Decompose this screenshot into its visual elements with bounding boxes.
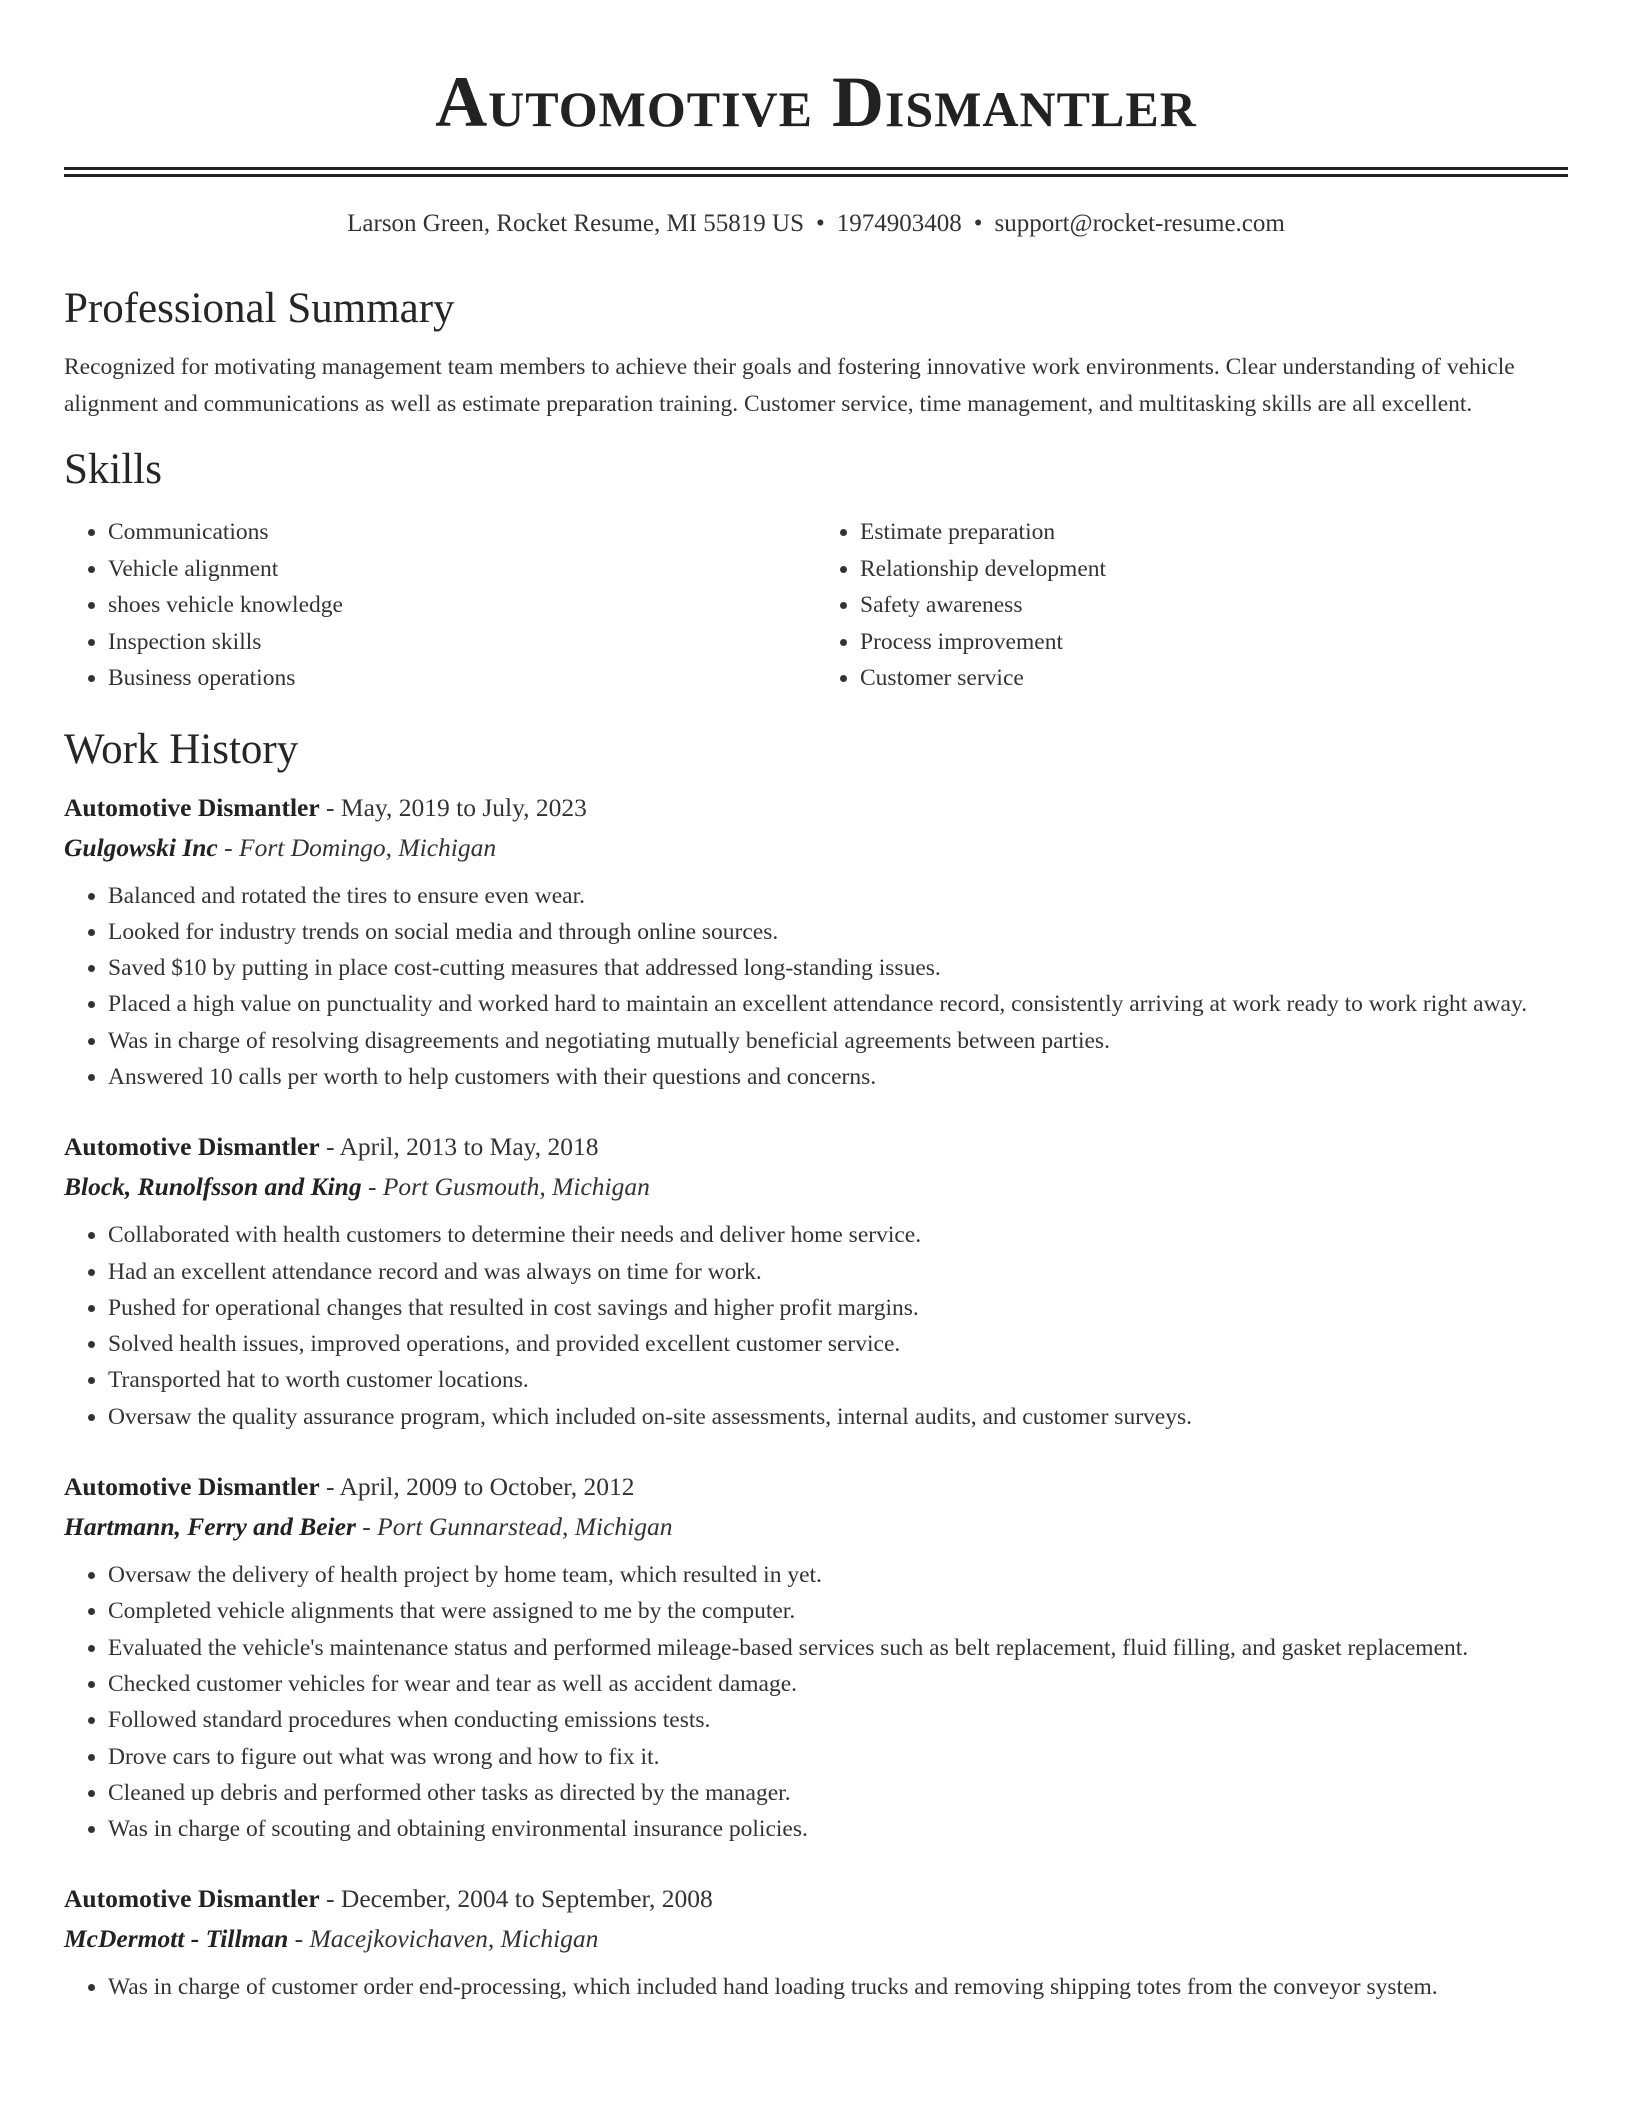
skills-heading: Skills [64, 446, 162, 493]
job-title: Automotive Dismantler [64, 1132, 320, 1162]
skill-item: • Estimate preparation [860, 514, 1568, 551]
job-bullets [64, 1557, 1568, 1847]
job-company: Gulgowski Inc [64, 832, 218, 862]
job-bullet: • Collaborated with health customers to determine their needs and deliver home service. [108, 1217, 1568, 1253]
job-location: - Port Gunnarstead, Michigan [355, 1512, 673, 1542]
skills-column-right [816, 514, 1568, 697]
job-company-line [64, 1919, 1568, 1959]
skills-list [64, 514, 1568, 697]
job-location: - Macejkovichaven, Michigan [288, 1924, 599, 1954]
job-entry [64, 1879, 1568, 2005]
job-bullet: • Saved $10 by putting in place cost-cutting measures that addressed long-standing issues. [108, 950, 1568, 986]
job-location: - Port Gusmouth, Michigan [361, 1172, 650, 1202]
job-dates: - April, 2013 to May, 2018 [319, 1132, 599, 1162]
job-bullet: • Was in charge of scouting and obtaining environmental insurance policies. [108, 1811, 1568, 1847]
job-bullet: • Transported hat to worth customer locations. [108, 1362, 1568, 1398]
job-entry [64, 1127, 1568, 1435]
job-bullets [64, 1969, 1568, 2005]
job-location: - Fort Domingo, Michigan [217, 832, 497, 862]
job-bullets [64, 1217, 1568, 1435]
job-bullet: • Was in charge of resolving disagreements and negotiating mutually beneficial agreements between parties. [108, 1023, 1568, 1059]
resume-page [64, 0, 1568, 2006]
job-bullet: • Placed a high value on punctuality and worked hard to maintain an excellent attendance record, consistently arriving at work ready to work right away. [108, 986, 1568, 1022]
job-company-line [64, 828, 1568, 868]
skill-item: • Relationship development [860, 551, 1568, 588]
job-company-line [64, 1507, 1568, 1547]
job-bullet: • Oversaw the quality assurance program, which included on-site assessments, internal audits, and customer surveys. [108, 1399, 1568, 1435]
job-company: McDermott - Tillman [64, 1924, 289, 1954]
skill-item: • Inspection skills [108, 624, 816, 661]
contact-email: support@rocket-resume.com [994, 210, 1285, 237]
job-bullet: • Looked for industry trends on social media and through online sources. [108, 914, 1568, 950]
job-bullet: • Checked customer vehicles for wear and tear as well as accident damage. [108, 1666, 1568, 1702]
job-title: Automotive Dismantler [64, 1884, 320, 1914]
job-bullet: • Pushed for operational changes that resulted in cost savings and higher profit margins. [108, 1290, 1568, 1326]
job-bullet: • Was in charge of customer order end-processing, which included hand loading trucks and removing shipping totes from the conveyor system. [108, 1969, 1568, 2005]
job-dates: - May, 2019 to July, 2023 [319, 792, 587, 822]
job-company: Hartmann, Ferry and Beier [64, 1512, 356, 1542]
job-bullet: • Oversaw the delivery of health project by home team, which resulted in yet. [108, 1557, 1568, 1593]
resume-title: Automotive Dismantler [435, 62, 1197, 142]
skills-column-left [64, 514, 816, 697]
job-bullet: • Solved health issues, improved operations, and provided excellent customer service. [108, 1326, 1568, 1362]
job-dates: - December, 2004 to September, 2008 [319, 1884, 713, 1914]
work-history-heading: Work History [64, 725, 299, 773]
summary-text: Recognized for motivating management team members to achieve their goals and fostering innovative work environments. Clear understanding of vehicle alignment and communications as well as estimate preparation training. Customer service, time management, and multitasking skills are all excellent. [64, 354, 1515, 417]
job-title: Automotive Dismantler [64, 1472, 320, 1502]
skill-item: • Customer service [860, 660, 1568, 697]
contact-line [64, 208, 1568, 240]
job-company: Block, Runolfsson and King [64, 1172, 362, 1202]
skill-item: • Communications [108, 514, 816, 551]
skill-item: • Process improvement [860, 624, 1568, 661]
job-bullet: • Had an excellent attendance record and was always on time for work. [108, 1254, 1568, 1290]
contact-separator: • [973, 210, 983, 237]
summary-heading: Professional Summary [64, 285, 455, 332]
job-bullet: • Evaluated the vehicle's maintenance status and performed mileage-based services such as belt replacement, fluid filling, and gasket replacement. [108, 1630, 1568, 1666]
contact-address: Larson Green, Rocket Resume, MI 55819 US [347, 210, 805, 237]
skill-item: • Business operations [108, 660, 816, 697]
title-divider [64, 167, 1568, 177]
job-entry [64, 788, 1568, 1096]
job-dates: - April, 2009 to October, 2012 [319, 1472, 635, 1502]
job-title-line [64, 1467, 1568, 1507]
job-company-line [64, 1167, 1568, 1207]
job-bullet: • Followed standard procedures when conducting emissions tests. [108, 1702, 1568, 1738]
job-title-line [64, 788, 1568, 828]
job-title-line [64, 1879, 1568, 1919]
job-bullet: • Answered 10 calls per worth to help customers with their questions and concerns. [108, 1059, 1568, 1095]
job-bullet: • Cleaned up debris and performed other tasks as directed by the manager. [108, 1775, 1568, 1811]
job-bullet: • Balanced and rotated the tires to ensure even wear. [108, 878, 1568, 914]
job-bullet: • Completed vehicle alignments that were assigned to me by the computer. [108, 1593, 1568, 1629]
skill-item: • shoes vehicle knowledge [108, 587, 816, 624]
contact-separator: • [816, 210, 825, 237]
job-bullets [64, 878, 1568, 1096]
job-title: Automotive Dismantler [64, 792, 320, 822]
job-title-line [64, 1127, 1568, 1167]
contact-phone: 1974903408 [836, 210, 962, 237]
skill-item: • Safety awareness [860, 587, 1568, 624]
job-bullet: • Drove cars to figure out what was wrong and how to fix it. [108, 1739, 1568, 1775]
job-entry [64, 1467, 1568, 1847]
skill-item: • Vehicle alignment [108, 551, 816, 588]
